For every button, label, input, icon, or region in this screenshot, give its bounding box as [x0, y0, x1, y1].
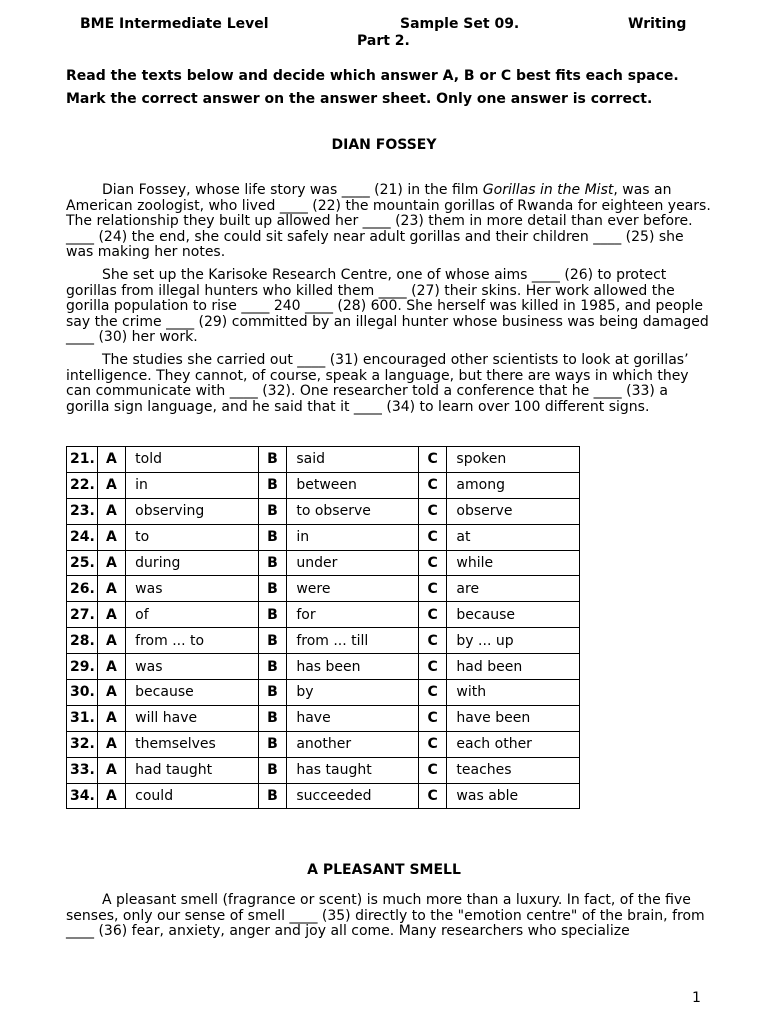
option-letter-a: A: [97, 757, 126, 783]
option-a: told: [126, 447, 259, 473]
header-level: BME Intermediate Level: [80, 16, 269, 32]
text1-paragraph-1: [66, 183, 711, 261]
option-c: with: [447, 680, 580, 706]
option-letter-c: C: [418, 628, 447, 654]
question-number: 32.: [67, 731, 98, 757]
option-letter-b: B: [258, 602, 287, 628]
instruction-line-2: Mark the correct answer on the answer sheet. Only one answer is correct.: [66, 91, 653, 107]
option-letter-c: C: [418, 524, 447, 550]
option-c: while: [447, 550, 580, 576]
option-row: [67, 498, 580, 524]
header-part: Part 2.: [357, 33, 410, 49]
option-c: by ... up: [447, 628, 580, 654]
option-c: had been: [447, 654, 580, 680]
option-letter-a: A: [97, 576, 126, 602]
option-letter-c: C: [418, 783, 447, 809]
option-c: was able: [447, 783, 580, 809]
question-number: 29.: [67, 654, 98, 680]
option-a: in: [126, 472, 259, 498]
answer-options-table: [66, 446, 580, 809]
option-c: spoken: [447, 447, 580, 473]
option-b: by: [287, 680, 418, 706]
option-c: observe: [447, 498, 580, 524]
text1-p2-text: She set up the Karisoke Research Centre, one of whose aims ____ (26) to protect gorillas from illegal hunters who killed them ____ (27) their skins. Her work allowed the gorilla population to rise ____ 240 ____ (28) 600. She herself was killed in 1985, and people say the crime ____ (29) committed by an illegal hunter whose business was being damaged ____ (30) her work.: [66, 267, 709, 345]
question-number: 33.: [67, 757, 98, 783]
film-title: Gorillas in the Mist: [482, 182, 614, 198]
text1-title: DIAN FOSSEY: [331, 137, 437, 153]
option-b: has taught: [287, 757, 418, 783]
option-c: are: [447, 576, 580, 602]
option-b: succeeded: [287, 783, 418, 809]
option-a: could: [126, 783, 259, 809]
option-a: from ... to: [126, 628, 259, 654]
question-number: 22.: [67, 472, 98, 498]
option-letter-b: B: [258, 783, 287, 809]
option-letter-b: B: [258, 524, 287, 550]
option-letter-b: B: [258, 731, 287, 757]
option-letter-a: A: [97, 602, 126, 628]
option-letter-b: B: [258, 472, 287, 498]
option-letter-c: C: [418, 654, 447, 680]
option-row: [67, 524, 580, 550]
option-b: were: [287, 576, 418, 602]
option-c: among: [447, 472, 580, 498]
option-letter-c: C: [418, 602, 447, 628]
option-c: because: [447, 602, 580, 628]
question-number: 26.: [67, 576, 98, 602]
option-a: because: [126, 680, 259, 706]
option-c: have been: [447, 705, 580, 731]
option-row: [67, 731, 580, 757]
text2-p1-text: A pleasant smell (fragrance or scent) is much more than a luxury. In fact, of the five senses, only our sense of smell ____ (35) directly to the "emotion centre" of the brain, from ____ (36) fear, anxiety, anger and joy all come. Many researchers who specialize: [66, 892, 705, 939]
option-letter-b: B: [258, 705, 287, 731]
option-letter-a: A: [97, 731, 126, 757]
question-number: 28.: [67, 628, 98, 654]
question-number: 24.: [67, 524, 98, 550]
question-number: 31.: [67, 705, 98, 731]
option-row: [67, 628, 580, 654]
option-letter-a: A: [97, 628, 126, 654]
option-letter-a: A: [97, 783, 126, 809]
option-letter-b: B: [258, 550, 287, 576]
option-b: has been: [287, 654, 418, 680]
option-row: [67, 602, 580, 628]
option-a: was: [126, 654, 259, 680]
option-a: during: [126, 550, 259, 576]
option-letter-c: C: [418, 705, 447, 731]
option-letter-a: A: [97, 472, 126, 498]
option-row: [67, 654, 580, 680]
option-letter-c: C: [418, 472, 447, 498]
option-letter-c: C: [418, 576, 447, 602]
header-sample-set: Sample Set 09.: [400, 16, 520, 32]
option-a: will have: [126, 705, 259, 731]
text1-paragraph-3: [66, 353, 711, 415]
question-number: 34.: [67, 783, 98, 809]
option-letter-a: A: [97, 705, 126, 731]
option-letter-c: C: [418, 757, 447, 783]
option-letter-b: B: [258, 447, 287, 473]
option-a: was: [126, 576, 259, 602]
option-c: at: [447, 524, 580, 550]
option-a: to: [126, 524, 259, 550]
option-letter-c: C: [418, 731, 447, 757]
question-number: 25.: [67, 550, 98, 576]
text1-p3-text: The studies she carried out ____ (31) encouraged other scientists to look at gorillas’ intelligence. They cannot, of course, speak a language, but there are ways in which they can communicate with ____ (32). One researcher told a conference that he ____ (33) a gorilla sign language, and he said that it ____ (34) to learn over 100 different signs.: [66, 352, 689, 415]
option-letter-a: A: [97, 550, 126, 576]
option-b: for: [287, 602, 418, 628]
question-number: 23.: [67, 498, 98, 524]
option-a: observing: [126, 498, 259, 524]
option-letter-a: A: [97, 498, 126, 524]
header-skill: Writing: [628, 16, 687, 32]
option-b: another: [287, 731, 418, 757]
option-letter-b: B: [258, 576, 287, 602]
option-letter-a: A: [97, 680, 126, 706]
option-a: themselves: [126, 731, 259, 757]
option-a: of: [126, 602, 259, 628]
option-row: [67, 705, 580, 731]
text1-p1-post: , was an American zoologist, who lived ____ (22) the mountain gorillas of Rwanda for eighteen years. The relationship they built up allowed her ____ (23) them in more detail than ever before. ____ (24) the end, she could sit safely near adult gorillas and their children ____ (25) she was making her notes.: [66, 182, 711, 260]
option-letter-b: B: [258, 654, 287, 680]
option-row: [67, 447, 580, 473]
option-row: [67, 783, 580, 809]
option-letter-a: A: [97, 524, 126, 550]
option-letter-b: B: [258, 628, 287, 654]
option-letter-a: A: [97, 654, 126, 680]
option-b: have: [287, 705, 418, 731]
option-b: between: [287, 472, 418, 498]
page-number: 1: [692, 990, 701, 1006]
instruction-line-1: Read the texts below and decide which answer A, B or C best fits each space.: [66, 68, 679, 84]
option-letter-b: B: [258, 498, 287, 524]
option-row: [67, 680, 580, 706]
option-c: each other: [447, 731, 580, 757]
option-letter-b: B: [258, 680, 287, 706]
option-letter-c: C: [418, 447, 447, 473]
option-b: in: [287, 524, 418, 550]
option-letter-c: C: [418, 550, 447, 576]
question-number: 30.: [67, 680, 98, 706]
option-row: [67, 472, 580, 498]
text2-title: A PLEASANT SMELL: [307, 862, 461, 878]
option-row: [67, 550, 580, 576]
option-letter-a: A: [97, 447, 126, 473]
text1-p1-pre: Dian Fossey, whose life story was ____ (21) in the film: [102, 182, 483, 198]
question-number: 21.: [67, 447, 98, 473]
option-b: from ... till: [287, 628, 418, 654]
question-number: 27.: [67, 602, 98, 628]
text2-paragraph-1: [66, 893, 711, 940]
option-b: said: [287, 447, 418, 473]
option-row: [67, 576, 580, 602]
text1-paragraph-2: [66, 268, 711, 346]
option-letter-b: B: [258, 757, 287, 783]
option-letter-c: C: [418, 498, 447, 524]
option-a: had taught: [126, 757, 259, 783]
option-letter-c: C: [418, 680, 447, 706]
option-c: teaches: [447, 757, 580, 783]
option-b: under: [287, 550, 418, 576]
option-row: [67, 757, 580, 783]
option-b: to observe: [287, 498, 418, 524]
